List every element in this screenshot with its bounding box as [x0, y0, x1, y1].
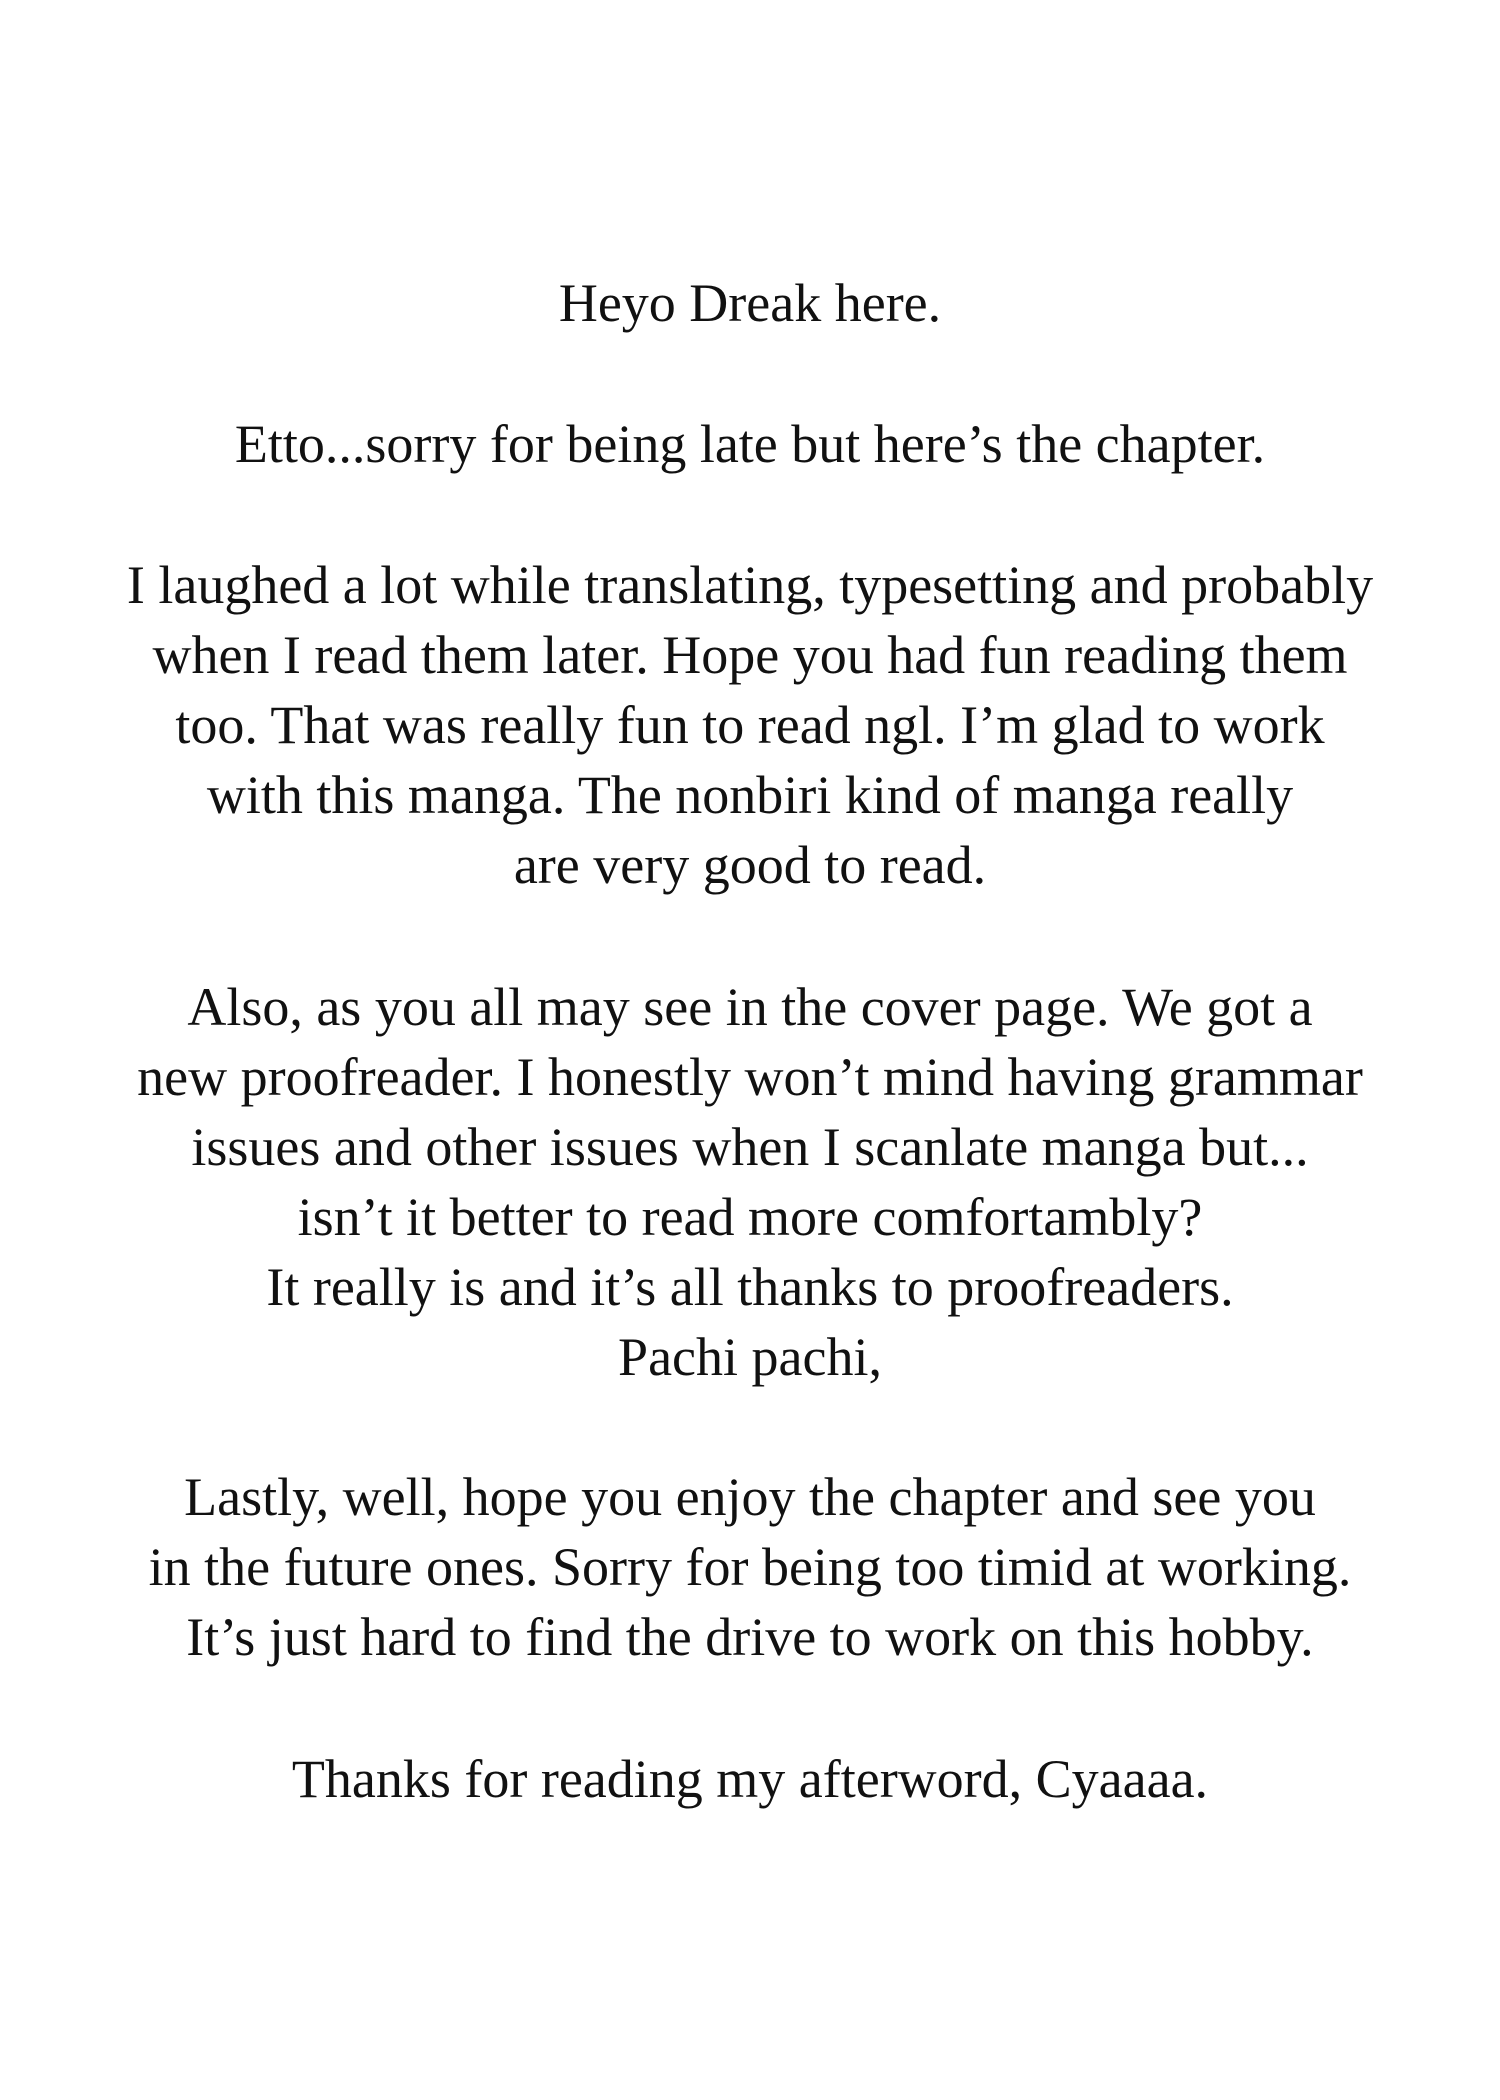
paragraph-1-line-3: too. That was really fun to read ngl. I’m glad to work — [175, 695, 1325, 755]
paragraph-2-line-3: issues and other issues when I scanlate manga but... — [191, 1117, 1309, 1177]
paragraph-2-line-4: isn’t it better to read more comfortambly? — [297, 1187, 1203, 1247]
paragraph-2-line-5: It really is and it’s all thanks to proofreaders. — [266, 1257, 1234, 1317]
apology-line: Etto...sorry for being late but here’s the chapter. — [234, 414, 1266, 474]
paragraph-1-line-1: I laughed a lot while translating, typesetting and probably — [126, 555, 1374, 615]
paragraph-1-line-2: when I read them later. Hope you had fun reading them — [152, 625, 1348, 685]
paragraph-2-line-6: Pachi pachi, — [618, 1327, 882, 1387]
paragraph-2-line-2: new proofreader. I honestly won’t mind having grammar — [137, 1047, 1363, 1107]
closing-line: Thanks for reading my afterword, Cyaaaa. — [291, 1749, 1209, 1809]
greeting-line: Heyo Dreak here. — [558, 273, 942, 333]
paragraph-3-line-1: Lastly, well, hope you enjoy the chapter and see you — [184, 1467, 1316, 1527]
paragraph-3-line-2: in the future ones. Sorry for being too timid at working. — [148, 1537, 1352, 1597]
paragraph-2-line-1: Also, as you all may see in the cover page. We got a — [187, 977, 1313, 1037]
paragraph-1-line-4: with this manga. The nonbiri kind of manga really — [206, 765, 1294, 825]
paragraph-1-line-5: are very good to read. — [513, 835, 987, 895]
paragraph-3-line-3: It’s just hard to find the drive to work on this hobby. — [186, 1607, 1314, 1667]
